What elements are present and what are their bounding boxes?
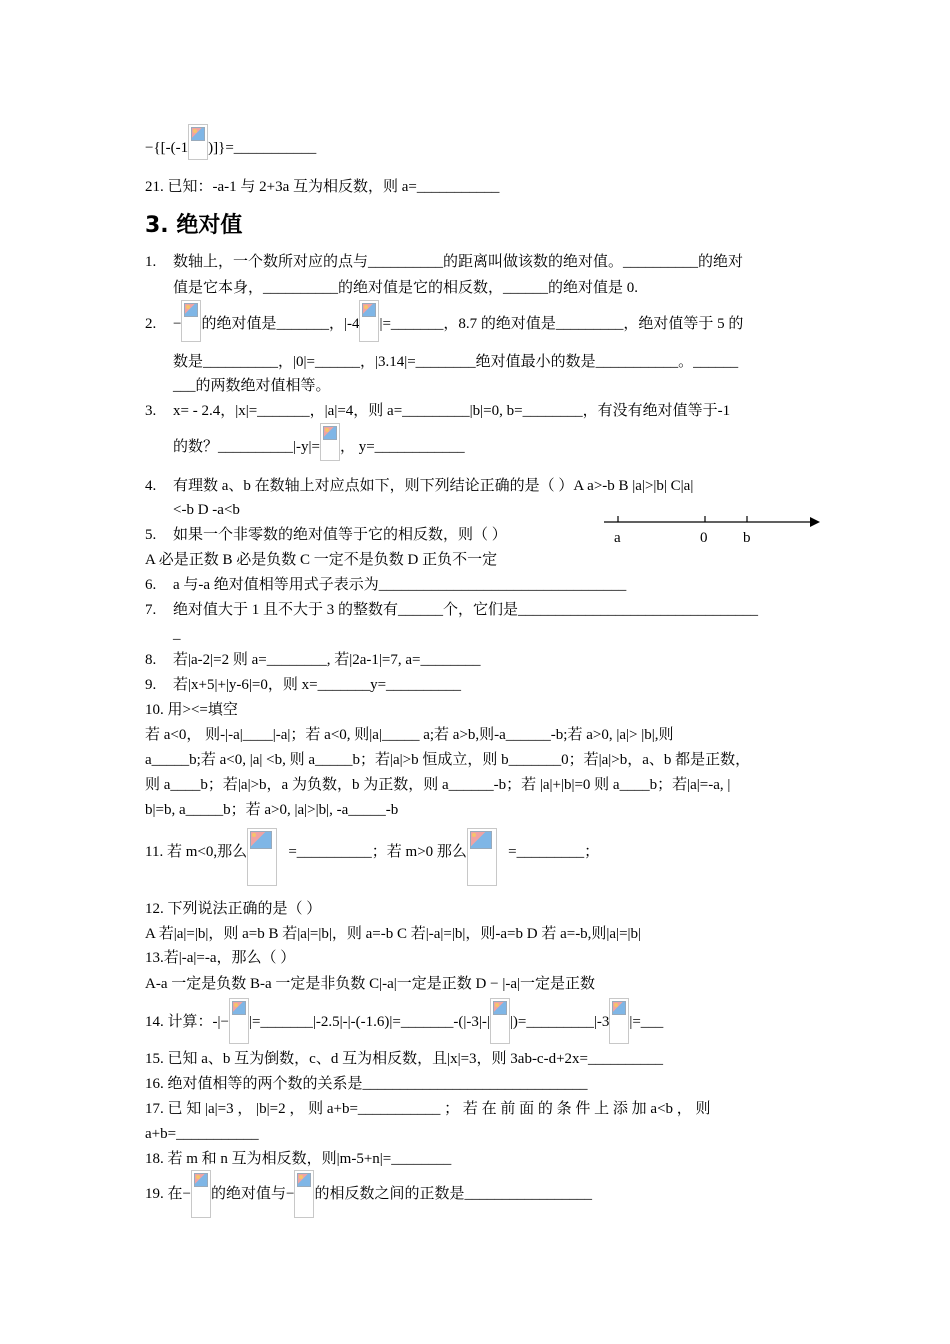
q8-number: 8. — [145, 652, 157, 668]
q2-line3: ___的两数绝对值相等。 — [173, 378, 331, 394]
question-18: 18. 若 m 和 n 互为相反数，则|m-5+n|=________ — [145, 1151, 452, 1167]
q5-options: A 必是正数 B 必是负数 C 一定不是负数 D 正负不一定 — [145, 552, 498, 568]
question-21: 21. 已知：-a-1 与 2+3a 互为相反数，则 a=___________ — [145, 179, 500, 195]
q14-text-d: |=___ — [629, 1014, 664, 1030]
number-line-axis — [600, 516, 820, 536]
fraction-image-icon — [247, 828, 277, 886]
fraction-image-icon — [294, 1170, 314, 1218]
expr-part2: )] — [208, 140, 219, 156]
q2-text-a: 的绝对值是_______，|-4 — [201, 316, 360, 332]
q19-text-c: 的相反数之间的正数是_________________ — [314, 1186, 592, 1202]
q5-number: 5. — [145, 527, 157, 543]
q8-line1: 若|a-2|=2 则 a=________, 若|2a-1|=7, a=________ — [173, 652, 481, 668]
q7-number: 7. — [145, 602, 157, 618]
number-line-label-zero: 0 — [700, 530, 708, 546]
fraction-image-icon — [467, 828, 497, 886]
q3-line2 — [173, 437, 465, 475]
q19-line — [145, 1184, 592, 1232]
q14-text-b: |=_______|-2.5|-|-(-1.6)|=_______-(|-3|-| — [248, 1014, 490, 1030]
q9-number: 9. — [145, 677, 157, 693]
fraction-image-icon — [229, 998, 249, 1044]
fraction-image-icon — [359, 300, 379, 342]
fraction-image-icon — [188, 124, 208, 160]
q10-line1: 若 a<0， 则-|-a|____|-a|；若 a<0, 则|a|_____ a;若 a>b,则-a______-b;若 a>0, |a|> |b|,则 — [145, 727, 674, 743]
question-15: 15. 已知 a、b 互为倒数，c、d 互为相反数，且|x|=3，则 3ab-c-d+2x=__________ — [145, 1051, 664, 1067]
q10-line3: 则 a____b；若|a|>b，a 为负数，b 为正数，则 a______-b；若 |a|+|b|=0 则 a____b；若|a|=-a, | — [145, 777, 731, 793]
q19-text-a: 19. 在− — [145, 1186, 191, 1202]
q6-line1: a 与-a 绝对值相等用式子表示为_________________________________ — [173, 577, 627, 593]
q14-text-a: 14. 计算：-|− — [145, 1014, 229, 1030]
q1-line1: 数轴上，一个数所对应的点与__________的距离叫做该数的绝对值。__________的绝对 — [173, 254, 744, 270]
q13-title: 13.若|-a|=-a，那么（ ） — [145, 950, 296, 966]
fraction-image-icon — [181, 300, 201, 342]
q14-text-c: |)=_________|-3 — [509, 1014, 610, 1030]
fraction-image-icon — [320, 423, 340, 461]
expr-part3: }=___________ — [218, 140, 317, 156]
q12-title: 12. 下列说法正确的是（ ） — [145, 901, 322, 917]
q3-text-b: ， y=____________ — [339, 439, 465, 455]
section-heading: 3. 绝对值 — [145, 213, 243, 238]
q12-options: A 若|a|=|b|，则 a=b B 若|a|=|b|，则 a=-b C 若|-a|=|b|，则-a=b D 若 a=-b,则|a|=|b| — [145, 926, 642, 942]
fraction-image-icon — [609, 998, 629, 1044]
q19-text-b: 的绝对值与− — [210, 1186, 295, 1202]
q11-text-a: 11. 若 m<0,那么 — [145, 844, 248, 860]
fraction-image-icon — [490, 998, 510, 1044]
q2-text-b: |=_______，8.7 的绝对值是_________，绝对值等于 5 的 — [379, 316, 744, 332]
q4-line1: 有理数 a、b 在数轴上对应点如下，则下列结论正确的是（ ）A a>-b B |a|>|b| C|a| — [173, 478, 694, 494]
q11-line — [145, 842, 599, 900]
number-line-label-a: a — [614, 530, 621, 546]
q17-line1: 17. 已 知 |a|=3 ， |b|=2 ， 则 a+b=___________ ； 若 在 前 面 的 条 件 上 添 加 a<b ， 则 — [145, 1101, 711, 1117]
question-16: 16. 绝对值相等的两个数的关系是______________________________ — [145, 1076, 588, 1092]
number-line — [600, 516, 820, 556]
q11-text-c: =_________； — [508, 844, 600, 860]
q10-line2: a_____b;若 a<0, |a| <b, 则 a_____b；若|a|>b 恒成立，则 b_______0；若|a|>b，a、b 都是正数， — [145, 752, 751, 768]
expr-part1: −{[-(-1 — [145, 140, 189, 156]
q2-line1 — [173, 314, 743, 356]
q1-number: 1. — [145, 254, 157, 270]
expr-line — [145, 138, 316, 174]
q5-line1: 如果一个非零数的绝对值等于它的相反数，则（ ） — [173, 527, 507, 543]
q3-text-a: 的数？__________|-y|= — [173, 439, 320, 455]
q9-line1: 若|x+5|+|y-6|=0，则 x=_______y=__________ — [173, 677, 462, 693]
q7-line2: _ — [173, 626, 181, 642]
q7-line1: 绝对值大于 1 且不大于 3 的整数有______个，它们是________________________________ — [173, 602, 759, 618]
fraction-image-icon — [191, 1170, 211, 1218]
q4-line2: <-b D -a<b — [173, 502, 240, 518]
q1-line2: 值是它本身，__________的绝对值是它的相反数，______的绝对值是 0. — [173, 280, 639, 296]
q3-line1: x= - 2.4，|x|=_______，|a|=4，则 a=_________|b|=0, b=________，有没有绝对值等于-1 — [173, 403, 731, 419]
q2-line2: 数是__________，|0|=______，|3.14|=________绝对值最小的数是___________。______ — [173, 354, 739, 370]
q10-title: 10. 用><=填空 — [145, 702, 238, 718]
q3-number: 3. — [145, 403, 157, 419]
q17-line2: a+b=___________ — [145, 1126, 259, 1142]
q6-number: 6. — [145, 577, 157, 593]
q2-minus: − — [173, 316, 182, 332]
q2-number: 2. — [145, 316, 157, 332]
q13-options: A-a 一定是负数 B-a 一定是非负数 C|-a|一定是正数 D − |-a|一定是正数 — [145, 976, 596, 992]
q10-line4: b|=b, a_____b；若 a>0, |a|>|b|, -a_____-b — [145, 802, 399, 818]
number-line-label-b: b — [743, 530, 751, 546]
q11-text-b: =__________；若 m>0 那么 — [288, 844, 467, 860]
q4-number: 4. — [145, 478, 157, 494]
